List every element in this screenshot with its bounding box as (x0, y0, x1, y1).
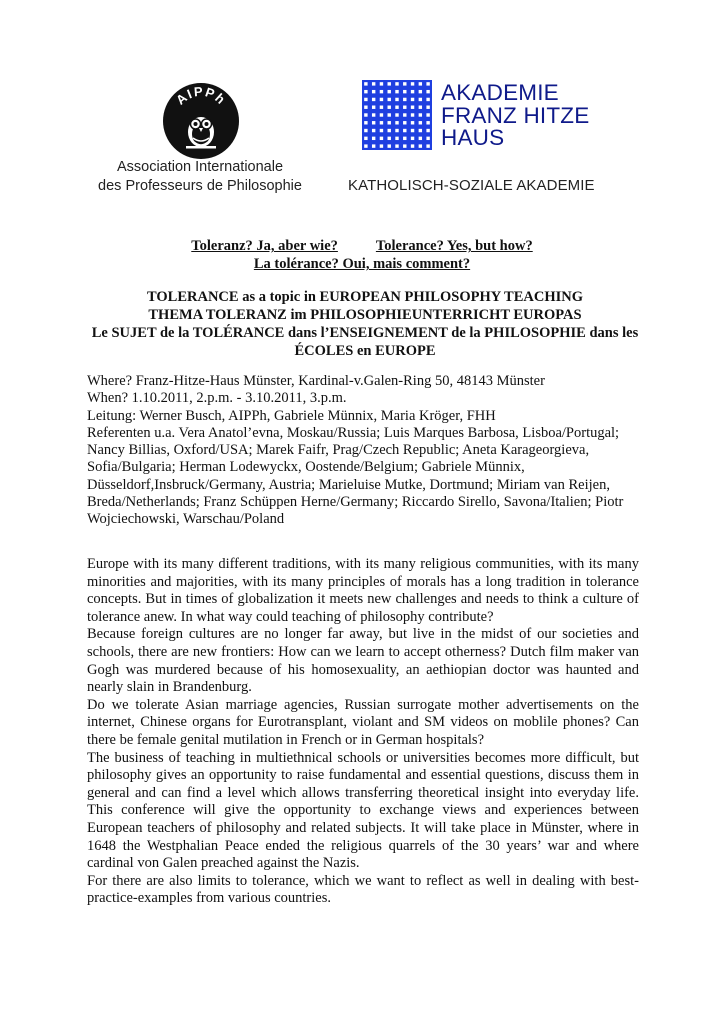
grid-dot (395, 137, 398, 140)
grid-dot (403, 98, 406, 101)
dot-grid-icon (362, 80, 432, 150)
grid-dot (388, 121, 391, 124)
grid-dot (419, 82, 422, 85)
grid-dot (395, 113, 398, 116)
grid-dot (372, 137, 375, 140)
grid-dot (419, 106, 422, 109)
akademie-line-2: FRANZ HITZE (441, 102, 590, 128)
grid-dot (426, 129, 429, 132)
grid-dot (364, 129, 367, 132)
grid-dot (419, 144, 422, 147)
topic-en: TOLERANCE as a topic in EUROPEAN PHILOSOPHY TEACHING (146, 289, 583, 305)
grid-dot (395, 121, 398, 124)
grid-dot (403, 121, 406, 124)
grid-dot (380, 144, 383, 147)
grid-dot (395, 106, 398, 109)
grid-dot (380, 82, 383, 85)
grid-dot (388, 90, 391, 93)
topic-de: THEMA TOLERANZ im PHILOSOPHIEUNTERRICHT EUROPAS (148, 307, 582, 323)
aipph-logo (162, 82, 240, 160)
grid-dot (364, 98, 367, 101)
grid-dot (380, 129, 383, 132)
grid-dot (372, 106, 375, 109)
grid-dot (426, 82, 429, 85)
akademie-line-1: AKADEMIE (441, 80, 559, 105)
grid-dot (388, 113, 391, 116)
association-line-2: des Professeurs de Philosophie (98, 178, 302, 194)
paragraph-3: Do we tolerate Asian marriage agencies, Russian surrogate mother advertisements on the internet, Chinese organs for Eurotransplant, violant and SM videos on moblile phones? Can there be female genital mutilation in French or in German hospitals? (87, 696, 639, 748)
association-name (80, 158, 320, 196)
grid-dot (364, 106, 367, 109)
grid-dot (372, 129, 375, 132)
grid-dot (419, 129, 422, 132)
owl-seal-icon (162, 82, 240, 160)
grid-dot (426, 90, 429, 93)
akademie-line-3: HAUS (441, 125, 505, 150)
grid-dot (380, 113, 383, 116)
akademie-logo (362, 80, 432, 150)
grid-dot (395, 129, 398, 132)
grid-dot (388, 137, 391, 140)
grid-dot (426, 121, 429, 124)
grid-dot (395, 144, 398, 147)
grid-dot (388, 129, 391, 132)
paragraph-2: Because foreign cultures are no longer far away, but live in the midst of our societies and schools, there are new frontiers: How can we learn to accept otherness? Dutch film maker van Gogh was murdered because of his homosexuality, an aethiopian doctor was haunted and nearly slain in Brandenburg. (87, 626, 639, 696)
paragraph-5: For there are also limits to tolerance, which we want to reflect as well in dealing with best-practice-examples from various countries. (87, 872, 639, 907)
akademie-subtitle: KATHOLISCH-SOZIALE AKADEMIE (348, 177, 595, 194)
grid-dot (411, 129, 414, 132)
grid-dot (411, 82, 414, 85)
paragraph-4: The business of teaching in multiethnical schools or universities becomes more difficult, but philosophy gives an opportunity to raise fundamental and essential questions, discuss them in general and can find a level which allows transferring theoretical insight into everyday life. This conference will give the opportunity to exchange views and experiences between European teachers of philosophy and related subjects. It will take place in Münster, where in 1648 the Westphalian Peace ended the religious quarrels of the 30 years’ war and where cardinal von Galen preached against the Nazis. (87, 749, 639, 872)
grid-dot (380, 121, 383, 124)
grid-dot (380, 106, 383, 109)
grid-dot (372, 98, 375, 101)
logo-letters: AIPPh (172, 83, 230, 108)
grid-dot (426, 137, 429, 140)
grid-dot (364, 137, 367, 140)
grid-dot (395, 90, 398, 93)
grid-dot (380, 137, 383, 140)
grid-dot (411, 90, 414, 93)
grid-dot (403, 137, 406, 140)
grid-dot (380, 90, 383, 93)
grid-dot (403, 106, 406, 109)
grid-dot (380, 98, 383, 101)
info-when: When? 1.10.2011, 2.p.m. - 3.10.2011, 3.p.m. (87, 390, 347, 407)
grid-dot (388, 82, 391, 85)
grid-dot (411, 144, 414, 147)
grid-dot (372, 113, 375, 116)
topic-fr: Le SUJET de la TOLÉRANCE dans l’ENSEIGNEMENT de la PHILOSOPHIE dans les ÉCOLES en EUROPE (91, 325, 639, 359)
title-fr: La tolérance? Oui, mais comment? (253, 256, 471, 272)
title-de: Toleranz? Ja, aber wie? (191, 238, 338, 254)
grid-dot (419, 98, 422, 101)
grid-dot (419, 90, 422, 93)
conference-question-titles (0, 237, 724, 273)
grid-dot (372, 90, 375, 93)
grid-dot (403, 113, 406, 116)
info-leitung: Leitung: Werner Busch, AIPPh, Gabriele Münnix, Maria Kröger, FHH (87, 407, 496, 424)
grid-dot (388, 144, 391, 147)
grid-dot (388, 106, 391, 109)
paragraph-1: Europe with its many different traditions, with its many religious communities, with its many minorities and majorities, with its many principles of morals has a long tradition in tolerance concepts. But in times of globalization it meets new challenges and needs to think a culture of tolerance anew. In what way could teaching of philosophy contribute? (87, 556, 639, 625)
grid-dot (419, 113, 422, 116)
grid-dot (411, 137, 414, 140)
akademie-name (441, 82, 589, 150)
grid-dot (403, 82, 406, 85)
grid-dot (372, 121, 375, 124)
grid-dot (364, 82, 367, 85)
grid-dot (426, 113, 429, 116)
title-en: Tolerance? Yes, but how? (375, 238, 533, 254)
grid-dot (426, 98, 429, 101)
grid-dot (403, 90, 406, 93)
conference-description (87, 556, 639, 908)
grid-dot (426, 144, 429, 147)
conference-info (87, 373, 643, 529)
grid-dot (364, 121, 367, 124)
info-referenten: Referenten u.a. Vera Anatol’evna, Moskau/Russia; Luis Marques Barbosa, Lisboa/Portugal; Nancy Billias, Oxford/USA; Marek Faifr, Prag/Czech Republic; Aneta Karageorgieva, Sofia/Bulgaria; Herman Lodewyckx, Oostende/Belgium; Gabriele Münnix, Düsseldorf,Insbruck/Germany, Austria; Marieluise Mutke, Dortmund; Miriam van Reijen, Breda/Netherlands; Franz Schüppen Herne/Germany; Riccardo Sirello, Savona/Italien; Piotr Wojciechowski, Warschau/Poland (87, 424, 624, 528)
grid-dot (411, 106, 414, 109)
grid-dot (419, 137, 422, 140)
grid-dot (372, 82, 375, 85)
grid-dot (403, 144, 406, 147)
grid-dot (364, 113, 367, 116)
grid-dot (403, 129, 406, 132)
grid-dot (395, 98, 398, 101)
conference-topic (85, 288, 645, 360)
grid-dot (388, 98, 391, 101)
association-line-1: Association Internationale (116, 159, 284, 175)
grid-dot (411, 98, 414, 101)
grid-dot (411, 121, 414, 124)
grid-dot (411, 113, 414, 116)
grid-dot (395, 82, 398, 85)
info-where: Where? Franz-Hitze-Haus Münster, Kardinal-v.Galen-Ring 50, 48143 Münster (87, 373, 545, 389)
grid-dot (372, 144, 375, 147)
grid-dot (426, 106, 429, 109)
grid-dot (419, 121, 422, 124)
grid-dot (364, 144, 367, 147)
grid-dot (364, 90, 367, 93)
